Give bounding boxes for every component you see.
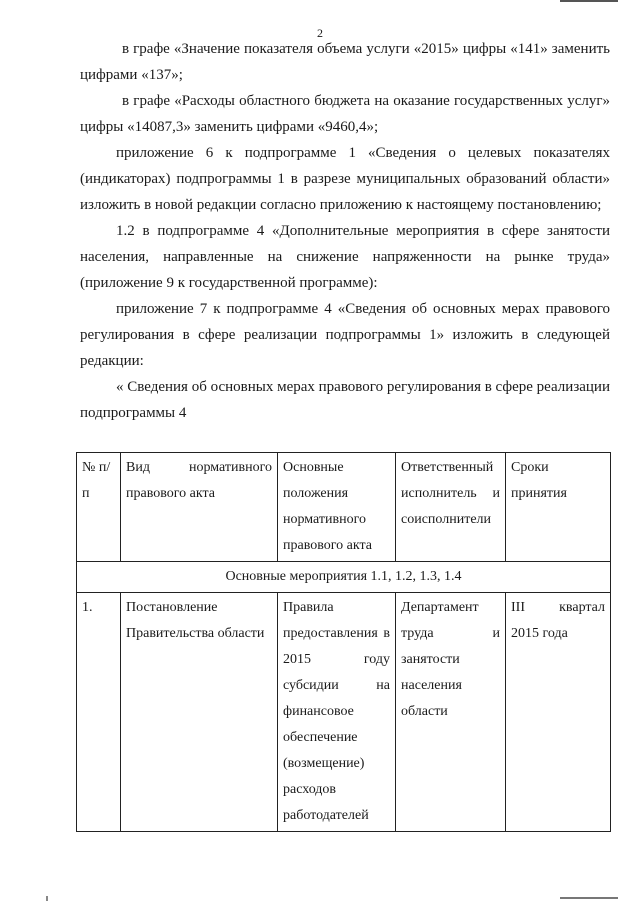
paragraph-budget-expenses: в графе «Расходы областного бюджета на оказание государственных услуг» цифры «14087,3» заменить цифрами «9460,4»;	[80, 93, 610, 135]
row-provisions: Правила предоставления в 2015 году субсидии на финансовое обеспечение (возмещение) расходов работодателей	[278, 593, 396, 832]
header-act-type: Вид нормативного правового акта	[121, 453, 278, 562]
scan-edge-mark	[560, 0, 618, 2]
page-number: 2	[317, 26, 323, 40]
header-responsible: Ответственный исполнитель и соисполнители	[396, 453, 506, 562]
scan-edge-mark-bottom	[560, 897, 618, 899]
table-row	[77, 593, 611, 832]
scan-dot-mark	[46, 896, 48, 901]
paragraph-table-caption: « Сведения об основных мерах правового регулирования в сфере реализации подпрограммы 4	[80, 379, 610, 421]
row-responsible: Департамент труда и занятости населения области	[396, 593, 506, 832]
header-provisions: Основные положения нормативного правового акта	[278, 453, 396, 562]
paragraph-subprogram-4: 1.2 в подпрограмме 4 «Дополнительные мероприятия в сфере занятости населения, направленные на снижение напряженности на рынке труда» (приложение 9 к государственной программе):	[80, 223, 610, 291]
table-section-row	[77, 562, 611, 593]
legal-measures-table	[76, 452, 611, 832]
row-act-type: Постановление Правительства области	[121, 593, 278, 832]
paragraph-appendix-6: приложение 6 к подпрограмме 1 «Сведения о целевых показателях (индикаторах) подпрограммы 1 в разрезе муниципальных образований области» изложить в новой редакции согласно приложению к настоящему постановлению;	[80, 145, 610, 213]
paragraph-indicator-value: в графе «Значение показателя объема услуги «2015» цифры «141» заменить цифрами «137»;	[80, 41, 610, 83]
header-deadline: Сроки принятия	[506, 453, 611, 562]
paragraph-appendix-7: приложение 7 к подпрограмме 4 «Сведения об основных мерах правового регулирования в сфере реализации подпрограммы 1» изложить в следующей редакции:	[80, 301, 610, 369]
row-num: 1.	[77, 593, 121, 832]
header-num: № п/п	[77, 453, 121, 562]
table-header-row	[77, 453, 611, 562]
section-title: Основные мероприятия 1.1, 1.2, 1.3, 1.4	[77, 562, 611, 593]
row-deadline: III квартал 2015 года	[506, 593, 611, 832]
